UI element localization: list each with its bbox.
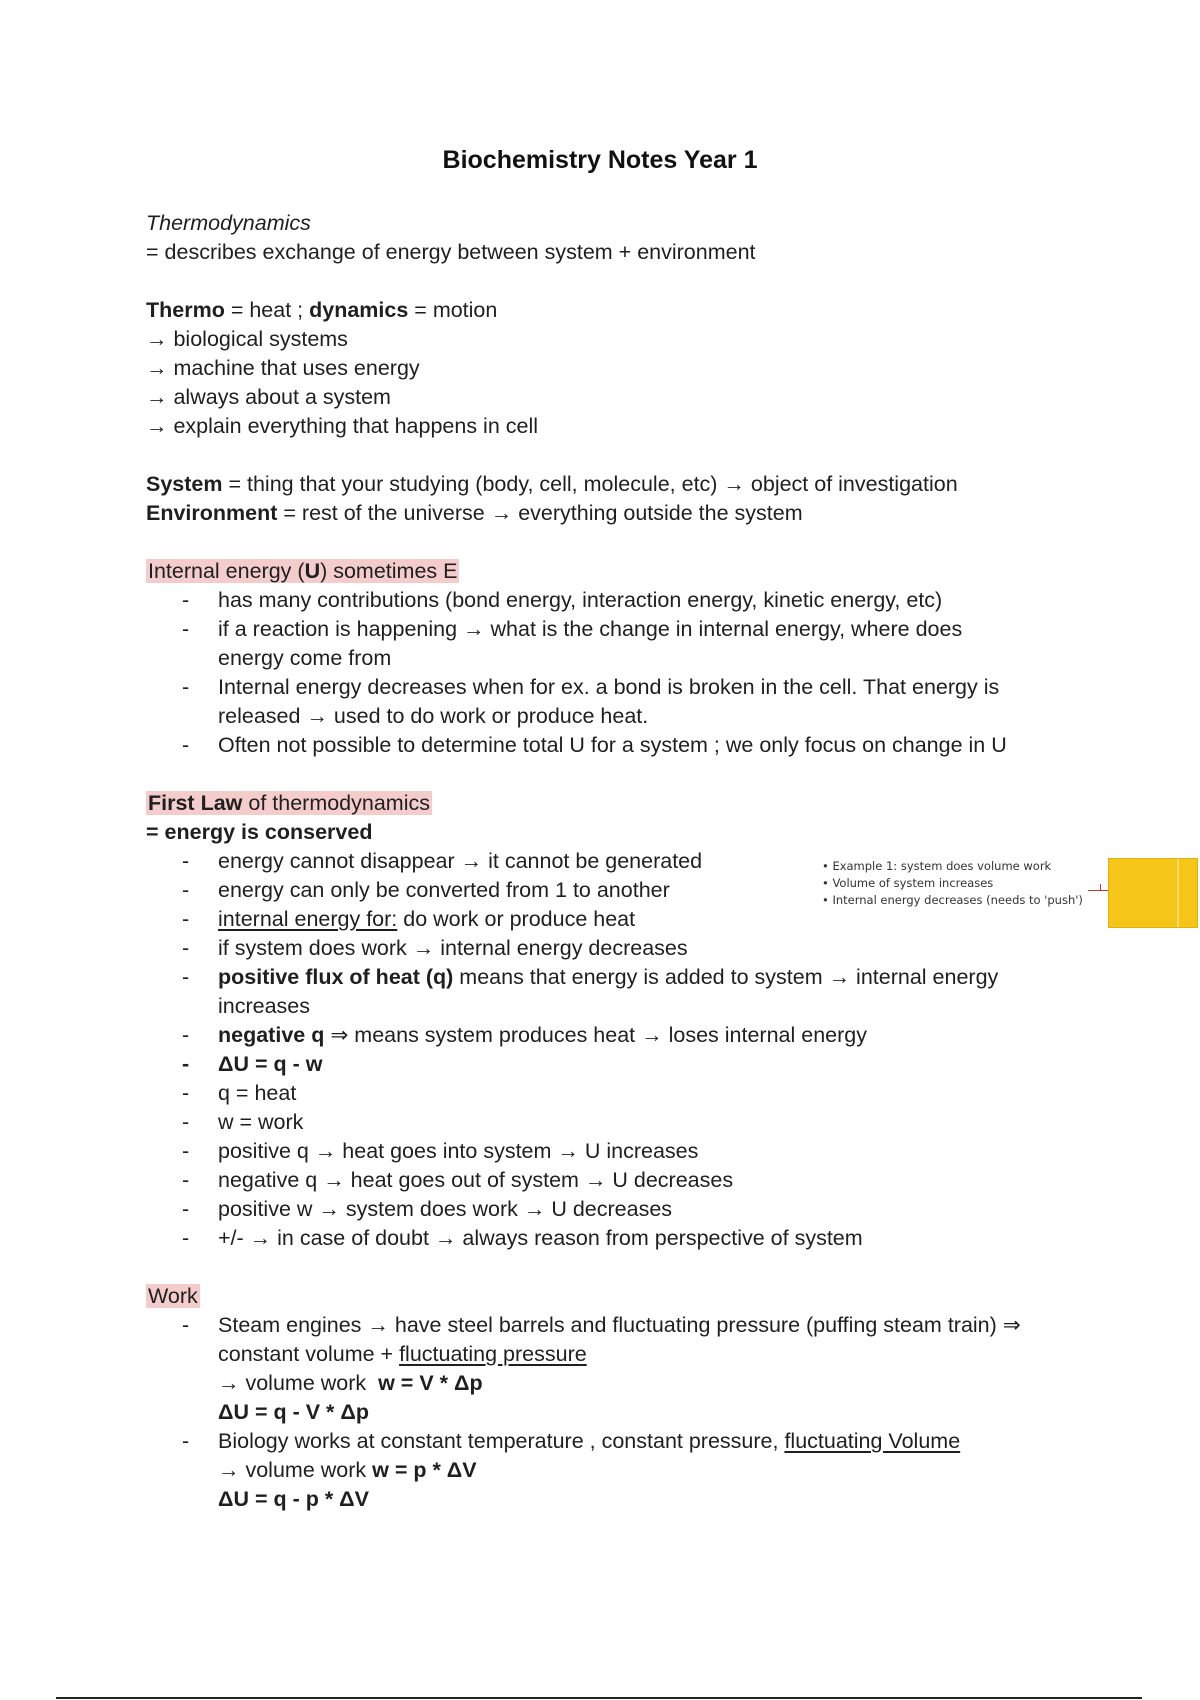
annotation-line: • Internal energy decreases (needs to 'push')	[822, 893, 1083, 907]
list-item	[146, 1195, 1066, 1224]
dash-bullet: -	[182, 1081, 190, 1105]
dash-bullet: -	[182, 1168, 190, 1192]
list-item-text: w = work	[218, 1110, 304, 1134]
list-item	[146, 905, 1066, 934]
bold-term: negative q	[218, 1023, 325, 1047]
system-meaning: = thing that your studying (body, cell, molecule, etc) → object of investigation	[222, 472, 958, 496]
list-item-text: means that energy is added to system → internal energy	[453, 965, 999, 989]
underlined-text: fluctuating pressure	[399, 1342, 587, 1366]
dash-bullet: -	[182, 1139, 190, 1163]
equation: w = p * ΔV	[372, 1458, 477, 1482]
dash-bullet: -	[182, 1197, 190, 1221]
bold-term: positive flux of heat (q)	[218, 965, 454, 989]
section-heading-first-law	[146, 789, 1066, 818]
equation: w = V * Δp	[378, 1371, 483, 1395]
list-item-text: energy cannot disappear → it cannot be generated	[218, 849, 703, 873]
dash-bullet: -	[182, 1023, 190, 1047]
list-item-text: energy come from	[218, 646, 392, 670]
list-item	[146, 1427, 1066, 1514]
work-list	[146, 1311, 1066, 1514]
internal-heading-suffix: ) sometimes E	[320, 559, 458, 583]
list-item	[146, 731, 1066, 760]
list-item-text: → volume work	[218, 1458, 373, 1482]
dash-bullet: -	[182, 733, 190, 757]
underlined-text: fluctuating Volume	[784, 1429, 961, 1453]
list-item-text: ⇒ means system produces heat → loses internal energy	[324, 1023, 867, 1047]
list-item-text: positive q → heat goes into system → U increases	[218, 1139, 699, 1163]
list-item	[146, 1079, 1066, 1108]
arrow-line: → always about a system	[146, 385, 391, 409]
annotation-line: • Volume of system increases	[822, 876, 994, 890]
internal-heading-symbol: U	[304, 559, 321, 583]
section-heading-work	[146, 1282, 1066, 1311]
internal-energy-list	[146, 586, 1066, 760]
arrow-line: → explain everything that happens in cell	[146, 414, 539, 438]
list-item	[146, 586, 1066, 615]
equation: ΔU = q - V * Δp	[218, 1400, 369, 1424]
work-heading-text: Work	[148, 1284, 198, 1308]
dash-bullet: -	[182, 878, 190, 902]
list-item-text: +/- → in case of doubt → always reason from perspective of system	[218, 1226, 863, 1250]
thermo-term: Thermo	[146, 298, 225, 322]
dash-bullet: -	[182, 1226, 190, 1250]
list-item	[146, 1108, 1066, 1137]
dash-bullet: -	[182, 675, 190, 699]
page-title: Biochemistry Notes Year 1	[442, 146, 758, 174]
list-item-text: if system does work → internal energy decreases	[218, 936, 688, 960]
list-item	[146, 1224, 1066, 1253]
dash-bullet: -	[182, 1110, 190, 1134]
thermodynamics-definition: = describes exchange of energy between system + environment	[146, 240, 756, 264]
list-item	[146, 1137, 1066, 1166]
dash-bullet: -	[182, 1052, 190, 1076]
list-item	[146, 615, 1066, 673]
dash-bullet: -	[182, 617, 190, 641]
annotation-arrow-tick	[1100, 884, 1101, 891]
dash-bullet: -	[182, 1313, 190, 1337]
list-item-text: Biology works at constant temperature , constant pressure,	[218, 1429, 785, 1453]
dash-bullet: -	[182, 588, 190, 612]
section-heading-internal-energy	[146, 557, 1066, 586]
dash-bullet: -	[182, 936, 190, 960]
list-item-text: → volume work	[218, 1371, 379, 1395]
first-law-statement: = energy is conserved	[146, 820, 373, 844]
dash-bullet: -	[182, 965, 190, 989]
environment-term: Environment	[146, 501, 278, 525]
list-item-text: if a reaction is happening → what is the change in internal energy, where does	[218, 617, 963, 641]
list-item	[146, 934, 1066, 963]
dynamics-term: dynamics	[309, 298, 409, 322]
list-item-text: energy can only be converted from 1 to another	[218, 878, 670, 902]
arrow-line: → machine that uses energy	[146, 356, 420, 380]
arrow-line: → biological systems	[146, 327, 348, 351]
system-term: System	[146, 472, 223, 496]
first-law-heading-rest: of thermodynamics	[242, 791, 430, 815]
list-item	[146, 963, 1066, 1021]
list-item-text: has many contributions (bond energy, interaction energy, kinetic energy, etc)	[218, 588, 943, 612]
environment-meaning: = rest of the universe → everything outside the system	[277, 501, 803, 525]
system-definition	[146, 470, 1066, 499]
list-item	[146, 673, 1066, 731]
dash-bullet: -	[182, 849, 190, 873]
list-item	[146, 1166, 1066, 1195]
annotation-line: • Example 1: system does volume work	[822, 859, 1052, 873]
list-item	[146, 1050, 1066, 1079]
list-item-text: constant volume +	[218, 1342, 400, 1366]
thermo-meaning: = heat ;	[224, 298, 310, 322]
equation: ΔU = q - w	[218, 1052, 323, 1076]
list-item-text: released → used to do work or produce heat.	[218, 704, 649, 728]
side-annotation	[822, 858, 1102, 909]
dash-bullet: -	[182, 1429, 190, 1453]
list-item-text: Steam engines → have steel barrels and fluctuating pressure (puffing steam train) ⇒	[218, 1313, 1021, 1337]
list-item-text: Internal energy decreases when for ex. a bond is broken in the cell. That energy is	[218, 675, 1000, 699]
list-item-text: Often not possible to determine total U for a system ; we only focus on change in U	[218, 733, 1007, 757]
list-item-text: positive w → system does work → U decreases	[218, 1197, 673, 1221]
environment-definition	[146, 499, 1066, 528]
list-item	[146, 1021, 1066, 1050]
list-item-text: q = heat	[218, 1081, 297, 1105]
first-law-heading-bold: First Law	[148, 791, 243, 815]
thermo-dynamics-line	[146, 296, 1066, 325]
underlined-text: internal energy for:	[218, 907, 398, 931]
section-heading-thermodynamics: Thermodynamics	[146, 211, 311, 235]
list-item-text: increases	[218, 994, 311, 1018]
page-bottom-rule	[56, 1697, 1142, 1699]
list-item-text: do work or produce heat	[397, 907, 636, 931]
piston-illustration	[1108, 858, 1198, 928]
dynamics-meaning: = motion	[408, 298, 498, 322]
equation: ΔU = q - p * ΔV	[218, 1487, 369, 1511]
list-item-text: negative q → heat goes out of system → U decreases	[218, 1168, 734, 1192]
internal-heading-text: Internal energy (	[148, 559, 305, 583]
list-item	[146, 1311, 1066, 1427]
dash-bullet: -	[182, 907, 190, 931]
